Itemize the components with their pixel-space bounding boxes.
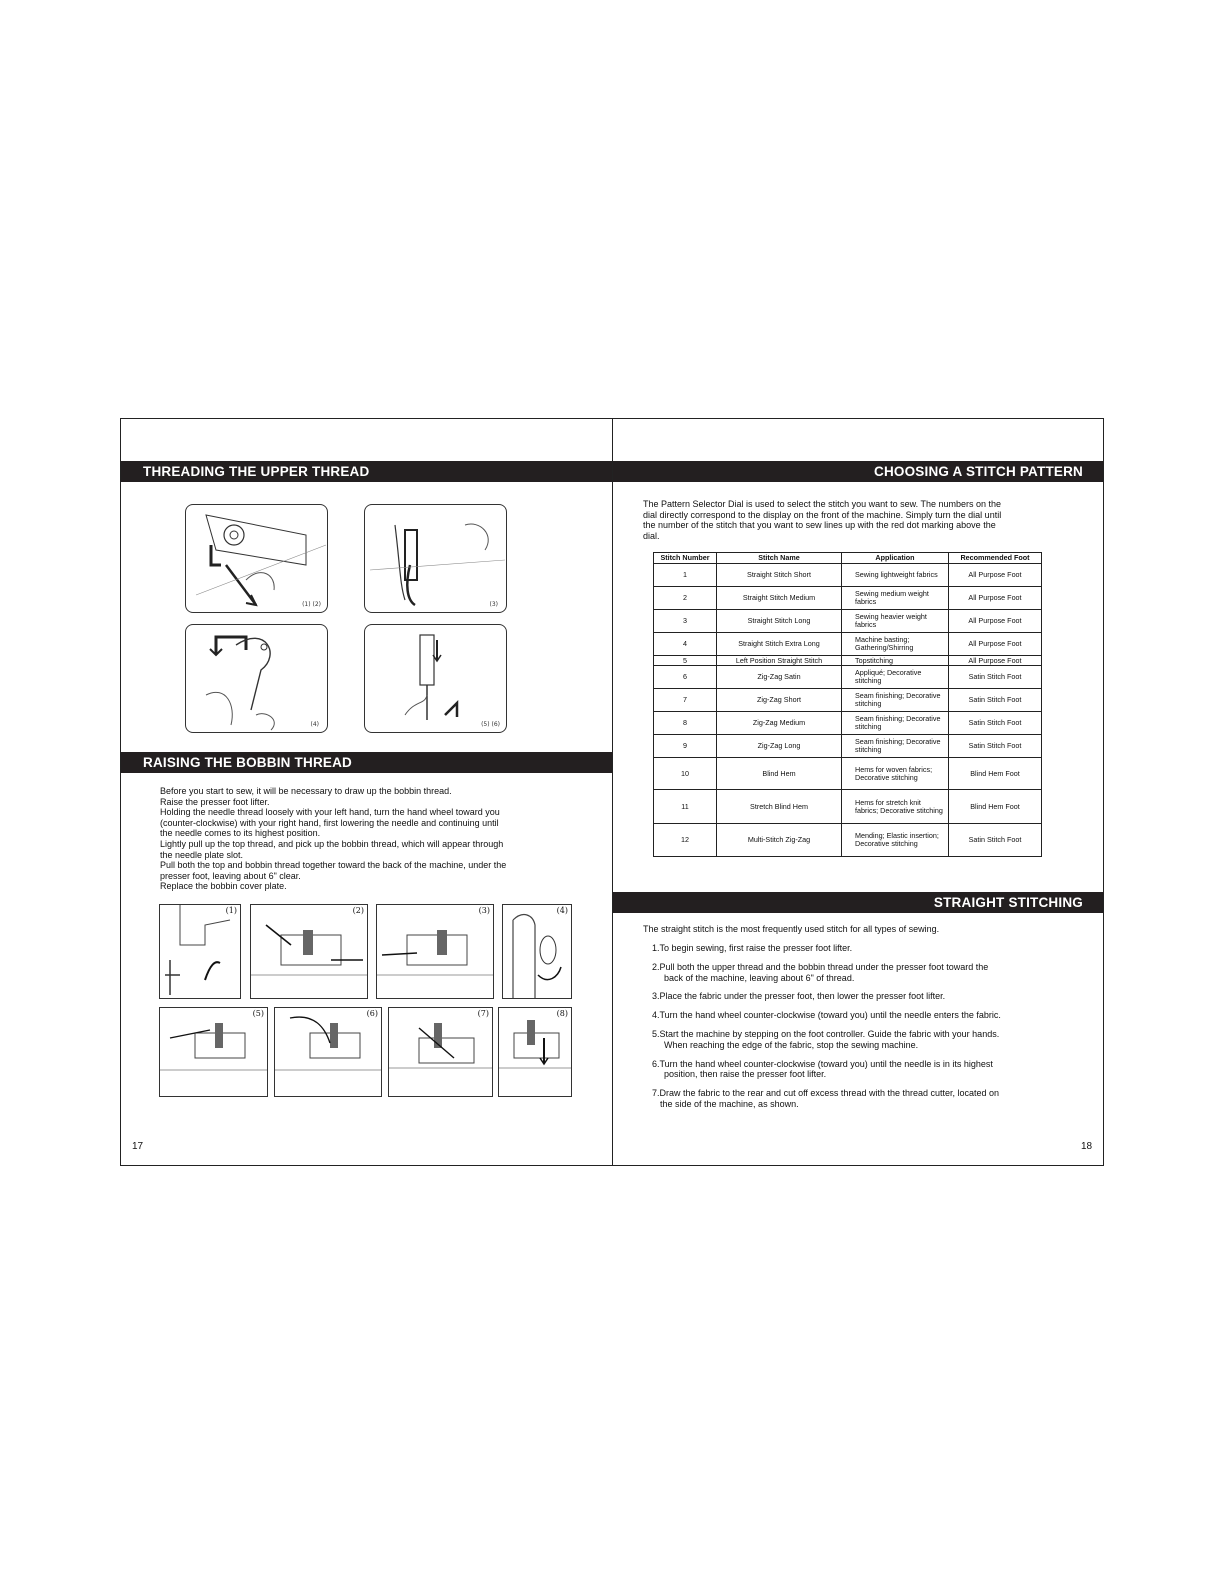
table-cell: 12 <box>654 824 717 857</box>
table-cell: Hems for stretch knit fabrics; Decorative stitching <box>842 790 949 824</box>
table-row <box>654 790 1042 824</box>
text-line: When reaching the edge of the fabric, stop the sewing machine. <box>664 1039 919 1050</box>
table-cell: Straight Stitch Medium <box>717 587 842 610</box>
bobbin-photo-2 <box>250 904 368 999</box>
table-cell: Zig-Zag Satin <box>717 666 842 689</box>
table-row <box>654 587 1042 610</box>
text-line: Holding the needle thread loosely with your left hand, turn the hand wheel toward you <box>160 807 500 818</box>
table-row <box>654 758 1042 790</box>
bobbin-photo-3 <box>376 904 494 999</box>
text-line: 4.Turn the hand wheel counter-clockwise (toward you) until the needle enters the fabric. <box>652 1010 1001 1021</box>
illustration-caption: (5) (6) <box>481 721 500 728</box>
table-cell: Satin Stitch Foot <box>949 712 1042 735</box>
text-line: dial. <box>643 530 660 541</box>
text-line: position, then raise the presser foot lifter. <box>664 1069 827 1080</box>
table-cell: All Purpose Foot <box>949 610 1042 633</box>
table-cell: Hems for woven fabrics; Decorative stitching <box>842 758 949 790</box>
column-header: Stitch Name <box>717 553 842 564</box>
bobbin-photo-1 <box>159 904 241 999</box>
text-line: back of the machine, leaving about 6" of thread. <box>664 972 855 983</box>
text-line: Raise the presser foot lifter. <box>160 796 270 807</box>
table-row <box>654 610 1042 633</box>
threading-illustration-3 <box>185 624 328 733</box>
table-cell: Multi-Stitch Zig-Zag <box>717 824 842 857</box>
table-header-row <box>654 553 1042 564</box>
text-line: 7.Draw the fabric to the rear and cut off excess thread with the thread cutter, located on <box>652 1088 1000 1099</box>
illustration-caption: (4) <box>310 721 319 728</box>
text-line: the number of the stitch that you want to sew lines up with the red dot marking above the <box>643 520 996 531</box>
stitch-intro <box>643 499 1083 541</box>
step-1 <box>652 943 1092 954</box>
text-line: the side of the machine, as shown. <box>660 1098 799 1109</box>
table-cell: 11 <box>654 790 717 824</box>
text-line: 1.To begin sewing, first raise the presser foot lifter. <box>652 943 853 954</box>
table-cell: Topstitching <box>842 656 949 666</box>
page-number-right: 18 <box>1081 1141 1093 1152</box>
step-6 <box>652 1059 1092 1080</box>
text-line: 5.Start the machine by stepping on the foot controller. Guide the fabric with your hands. <box>652 1029 1000 1040</box>
bobbin-instructions <box>160 786 580 892</box>
table-row <box>654 633 1042 656</box>
text-line: dial directly correspond to the display on the front of the machine. Simply turn the dial until <box>643 509 1002 520</box>
table-cell: Satin Stitch Foot <box>949 666 1042 689</box>
text-line: presser foot, leaving about 6" clear. <box>160 870 301 881</box>
table-cell: Machine basting; Gathering/Shirring <box>842 633 949 656</box>
photo-number: (5) <box>252 1009 264 1018</box>
photo-number: (2) <box>352 906 364 915</box>
page-divider <box>612 419 613 1165</box>
text-line: 6.Turn the hand wheel counter-clockwise (toward you) until the needle is in its highest <box>652 1058 993 1069</box>
table-cell: All Purpose Foot <box>949 564 1042 587</box>
column-header: Stitch Number <box>654 553 717 564</box>
manual-spread <box>120 418 1104 1166</box>
table-row <box>654 564 1042 587</box>
text-line: the needle comes to its highest position. <box>160 828 321 839</box>
stitch-table <box>653 552 1042 857</box>
table-cell: Zig-Zag Long <box>717 735 842 758</box>
page-number-left: 17 <box>132 1141 144 1152</box>
table-cell: Satin Stitch Foot <box>949 689 1042 712</box>
text-line: (counter-clockwise) with your right hand, first lowering the needle and continuing until <box>160 817 499 828</box>
column-header: Application <box>842 553 949 564</box>
table-cell: Blind Hem Foot <box>949 790 1042 824</box>
table-row <box>654 689 1042 712</box>
table-cell: Straight Stitch Short <box>717 564 842 587</box>
section-title-straight-stitching: STRAIGHT STITCHING <box>613 892 1103 913</box>
table-cell: 2 <box>654 587 717 610</box>
threading-illustration-2 <box>364 504 507 613</box>
table-cell: 8 <box>654 712 717 735</box>
table-cell: Blind Hem Foot <box>949 758 1042 790</box>
step-2 <box>652 962 1092 983</box>
text-line: Pull both the top and bobbin thread together toward the back of the machine, under the <box>160 860 507 871</box>
section-title-threading: THREADING THE UPPER THREAD <box>121 461 612 482</box>
photo-number: (6) <box>366 1009 378 1018</box>
table-cell: 4 <box>654 633 717 656</box>
photo-number: (3) <box>478 906 490 915</box>
text-line: The Pattern Selector Dial is used to select the stitch you want to sew. The numbers on the <box>643 499 1002 509</box>
table-cell: 10 <box>654 758 717 790</box>
table-cell: 7 <box>654 689 717 712</box>
photo-number: (4) <box>556 906 568 915</box>
step-5 <box>652 1029 1092 1050</box>
photo-number: (1) <box>225 906 237 915</box>
table-cell: Sewing heavier weight fabrics <box>842 610 949 633</box>
step-4 <box>652 1010 1092 1021</box>
bobbin-photo-7 <box>388 1007 493 1097</box>
illustration-caption: (1) (2) <box>302 601 321 608</box>
bobbin-photo-5 <box>159 1007 268 1097</box>
table-row <box>654 824 1042 857</box>
table-row <box>654 712 1042 735</box>
table-cell: Blind Hem <box>717 758 842 790</box>
text-line: Before you start to sew, it will be necessary to draw up the bobbin thread. <box>160 786 452 796</box>
table-cell: Sewing lightweight fabrics <box>842 564 949 587</box>
table-cell: Straight Stitch Long <box>717 610 842 633</box>
text-line: Lightly pull up the top thread, and pick up the bobbin thread, which will appear through <box>160 838 504 849</box>
section-title-bobbin: RAISING THE BOBBIN THREAD <box>121 752 612 773</box>
table-cell: 9 <box>654 735 717 758</box>
text-line: the needle plate slot. <box>160 849 244 860</box>
straight-stitching-steps <box>643 924 1092 1118</box>
table-cell: Straight Stitch Extra Long <box>717 633 842 656</box>
step-7 <box>652 1088 1092 1109</box>
table-cell: 6 <box>654 666 717 689</box>
bobbin-photo-6 <box>274 1007 382 1097</box>
table-cell: Mending; Elastic insertion; Decorative stitching <box>842 824 949 857</box>
table-cell: Left Position Straight Stitch <box>717 656 842 666</box>
table-cell: All Purpose Foot <box>949 587 1042 610</box>
table-cell: 1 <box>654 564 717 587</box>
text-line: Replace the bobbin cover plate. <box>160 881 287 892</box>
table-cell: Appliqué; Decorative stitching <box>842 666 949 689</box>
photo-number: (7) <box>477 1009 489 1018</box>
table-row <box>654 735 1042 758</box>
bobbin-photo-4 <box>502 904 572 999</box>
table-cell: Seam finishing; Decorative stitching <box>842 689 949 712</box>
table-cell: All Purpose Foot <box>949 656 1042 666</box>
straight-intro: The straight stitch is the most frequently used stitch for all types of sewing. <box>643 924 940 934</box>
table-cell: Stretch Blind Hem <box>717 790 842 824</box>
table-row <box>654 656 1042 666</box>
text-line: 2.Pull both the upper thread and the bobbin thread under the presser foot toward the <box>652 961 989 972</box>
table-cell: 3 <box>654 610 717 633</box>
text-line: 3.Place the fabric under the presser foot, then lower the presser foot lifter. <box>652 991 946 1002</box>
bobbin-photo-8 <box>498 1007 572 1097</box>
section-title-stitch-pattern: CHOOSING A STITCH PATTERN <box>613 461 1103 482</box>
threading-illustration-1 <box>185 504 328 613</box>
column-header: Recommended Foot <box>949 553 1042 564</box>
threading-illustration-4 <box>364 624 507 733</box>
step-3 <box>652 991 1092 1002</box>
table-cell: Seam finishing; Decorative stitching <box>842 712 949 735</box>
table-cell: All Purpose Foot <box>949 633 1042 656</box>
table-cell: Zig-Zag Short <box>717 689 842 712</box>
table-cell: Zig-Zag Medium <box>717 712 842 735</box>
table-cell: Satin Stitch Foot <box>949 735 1042 758</box>
photo-number: (8) <box>556 1009 568 1018</box>
table-cell: Sewing medium weight fabrics <box>842 587 949 610</box>
table-cell: 5 <box>654 656 717 666</box>
table-row <box>654 666 1042 689</box>
table-cell: Satin Stitch Foot <box>949 824 1042 857</box>
table-cell: Seam finishing; Decorative stitching <box>842 735 949 758</box>
illustration-caption: (3) <box>489 601 498 608</box>
